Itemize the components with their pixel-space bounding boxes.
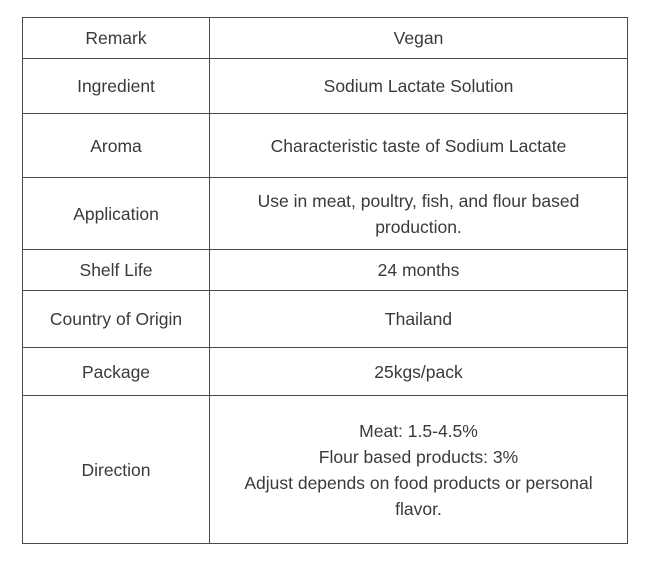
spec-table-body (23, 18, 628, 544)
direction-value-line-4: flavor. (395, 498, 442, 519)
shelf-life-label: Shelf Life (23, 250, 210, 291)
table-row-shelf-life (23, 250, 628, 291)
table-row-application (23, 178, 628, 250)
direction-value-line-2: Flour based products: 3% (318, 446, 519, 467)
shelf-life-value-line: 24 months (377, 260, 460, 280)
application-value-line-2: production. (375, 216, 462, 237)
application-value (210, 178, 628, 250)
ingredient-value-line: Sodium Lactate Solution (323, 76, 514, 96)
aroma-value-line: Characteristic taste of Sodium Lactate (270, 135, 567, 156)
package-value-line: 25kgs/pack (374, 361, 463, 382)
package-value (210, 348, 628, 396)
application-label: Application (23, 178, 210, 250)
table-row-country-of-origin (23, 291, 628, 348)
remark-value-line: Vegan (393, 28, 444, 48)
country-of-origin-label: Country of Origin (23, 291, 210, 348)
direction-value-line-3: Adjust depends on food products or personal (244, 472, 593, 493)
table-row-ingredient (23, 59, 628, 114)
direction-value (210, 396, 628, 544)
direction-value-line-1: Meat: 1.5-4.5% (359, 420, 478, 441)
ingredient-label: Ingredient (23, 59, 210, 114)
table-row-remark (23, 18, 628, 59)
table-row-package (23, 348, 628, 396)
package-label: Package (23, 348, 210, 396)
application-value-line-1: Use in meat, poultry, fish, and flour based (257, 190, 580, 211)
remark-label: Remark (23, 18, 210, 59)
aroma-label: Aroma (23, 114, 210, 178)
table-row-aroma (23, 114, 628, 178)
remark-value (210, 18, 628, 59)
table-row-direction (23, 396, 628, 544)
shelf-life-value (210, 250, 628, 291)
country-of-origin-value-line: Thailand (384, 309, 453, 329)
aroma-value (210, 114, 628, 178)
direction-label: Direction (23, 396, 210, 544)
ingredient-value (210, 59, 628, 114)
product-spec-table (22, 17, 628, 544)
country-of-origin-value (210, 291, 628, 348)
